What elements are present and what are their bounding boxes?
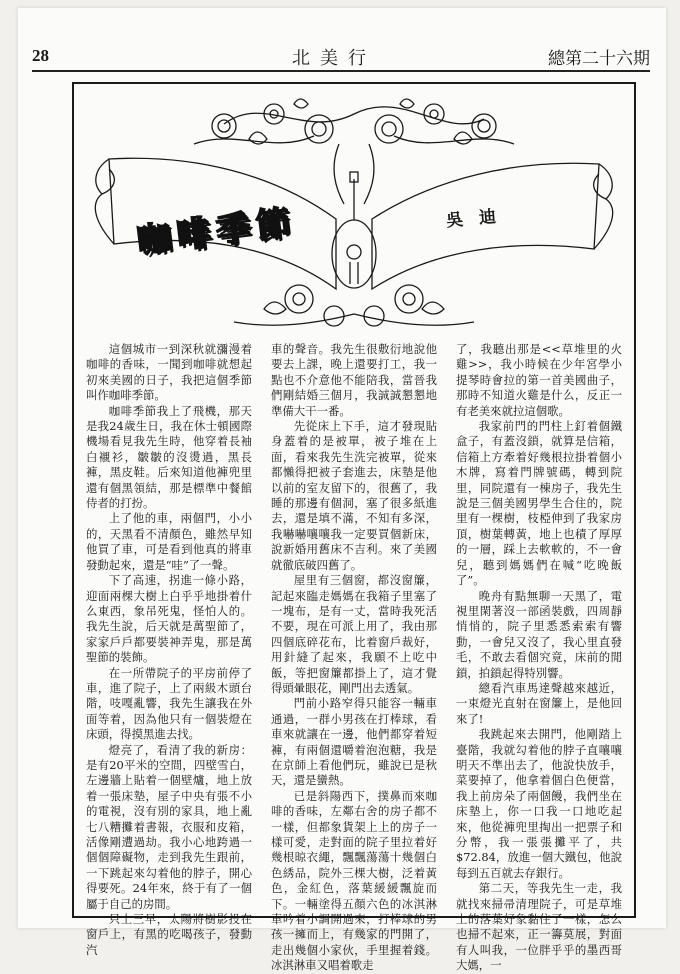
paragraph: 只上三早，太陽將樹影投在窗戶上，有黑的吃喝孩子，發動汽 [86, 912, 252, 957]
paragraph: 我跳起來去開門，他剛踏上臺階，我就勾着他的脖子直嚷嚷明天不準出去了，他說快放手，菜要掉了，他拿着個白色便當，我上前房朵了兩個饅，我們坐在床墊上，你一口我一口地吃起來，他從褲兜里掏出一把票子和分幣，我一張張攤平了，共$72.84，放進一個大鐵包，他說每到五百就去存銀行。 [456, 727, 622, 880]
paragraph: 燈亮了，看清了我的新房：是有20平米的空間，四壁雪白，左邊牆上貼着一個壁爐，地上放着一張床墊，屋子中央有張不小的電視，沒有別的家具，地上亂七八糟攤着書報，衣服和皮箱，活像剛遭過劫。我小心地跨過一個個障礙物，走到我先生跟前，一下跳起來勾着他的脖子，開心得要死。24年來，終于有了一個屬于自己的房間。 [86, 742, 252, 911]
floral-banner-illustration [74, 84, 634, 334]
paragraph: 這個城市一到深秋就瀰漫着咖啡的香味，一聞到咖啡就想起初來美國的日子，我把這個季節叫作咖啡季節。 [86, 342, 252, 403]
paragraph: 屋里有三個窗，都沒窗簾，記起來臨走媽媽在我箱子里塞了一塊布，是有一丈，當時我死活不要，現在可派上用了，我由那四個底碎花布，比着窗戶裁好，用針縫了起來，我願不上吃中飯，等把窗簾都掛上了，這才覺得頭暈眼花，剛門出去透氣。 [271, 573, 437, 695]
article-author: 吳 迪 [445, 206, 502, 232]
magazine-page [18, 8, 666, 973]
paragraph: 已是斜陽西下，撲鼻而來咖啡的香味，左鄰右舍的房子都不一樣，但都象貨架上上的房子一樣可愛，走對面的院子里拉着好幾根晾衣繩，飄飄蕩蕩十幾個白色綉品，院外三棵大樹，泛着黃色，金紅色，落葉緩緩飄旋而下。一輛塗得五顏六色的冰淇淋車吟着小調開過來，打棒球的男孩一擁而上，有幾家的門開了，走出幾個小家伙，手里握着錢。冰淇淋車又唱着歌走 [271, 788, 437, 973]
article-frame [72, 82, 636, 973]
paragraph: 了，我聽出那是<<草堆里的火雞>>，我小時候在少年宮學小提琴時會拉的第一首美國曲子，那時不知道火雞是什么，反正一有老美來就拉這個歌。 [456, 342, 622, 418]
article-column-1 [86, 342, 252, 957]
article-title: 咖啡季節 [134, 202, 299, 262]
header-divider [32, 70, 650, 72]
paragraph: 上了他的車，兩個門，小小的，天黑看不清顏色，雖然早知他買了車，可是看到他真的將車發動起來，還是“哇”了一聲。 [86, 511, 252, 572]
paragraph: 下了高速，拐進一條小路，迎面兩棵大樹上白乎乎地掛着什么東西，象吊死鬼，怪怕人的。我先生說，后天就是萬聖節了，家家戶戶都要裝神弄鬼，那是萬聖節的裝飾。 [86, 573, 252, 665]
paragraph: 總看汽車馬達聲越來越近，一束燈光直射在窗簾上，是他回來了! [456, 680, 622, 726]
paragraph: 我家前門的門柱上釘着個鐵盒子，有蓋沒鎖，就算是信箱，信箱上方牽着好幾根拉掛着個小木牌，寫着門牌號碼，轉到院里，同院還有一棟房子，我先生說是三個美國男學生合住的，院里有一棵樹，枝椏伸到了我家房頂，樹葉轉黃，地上也積了厚厚的一層，踩上去軟軟的，不一會兒，聽到媽媽們在喊“吃晚飯了”。 [456, 419, 622, 588]
paragraph: 車的聲音。我先生很敷衍地說他要去上課，晚上還要打工，我一點也不介意他不能陪我，當晉我們剛結婚三個月，我誠誠懇懇地準備大干一番。 [271, 342, 437, 418]
article-column-2 [271, 342, 437, 973]
paragraph: 晚舟有點無聊一天黑了，電視里閑著沒一部函裝戲，四周靜悄悄的，院子里悉悉索索有響動，一會兒又沒了，我心里直發毛，不敢去看個究竟，床前的閒鎖，拍鎖起得特別響。 [456, 588, 622, 680]
magazine-title: 北美行 [292, 48, 376, 69]
page-number: 28 [32, 46, 49, 65]
issue-label: 總第二十六期 [548, 49, 650, 69]
paragraph: 咖啡季節我上了飛機，那天是我24歲生日，我在休士頓國際機場看見我先生時，他穿着長袖白襯衫，皺皺的沒燙過，黑長褲，黑皮鞋。后來知道他褲兜里還有個黑領結，那是標準中餐館侍者的打扮。 [86, 403, 252, 511]
paragraph: 在一所帶院子的平房前停了車，進了院子，上了兩級木頭台階，吱嘎亂響，我先生讓我在外面等着，因為他只有一個裝燈在床頭，得摸黑進去找。 [86, 665, 252, 742]
article-column-3 [456, 342, 622, 973]
article-body [86, 342, 622, 973]
paragraph: 門前小路窄得只能容一輛車通過，一群小男孩在打棒球，看車來就讓在一邊，他們都穿着短褲，有兩個還嚼着泡泡糖，我是在京師上看他們玩，雖說已是秋天，還是蠻熱。 [271, 696, 437, 788]
paragraph: 第二天，等我先生一走，我就找來掃帚清理院子，可是草堆上的落葉好象黏住了一樣，怎么也掃不起來，正一籌莫展，對面有人叫我，一位胖乎乎的墨西哥大媽，一 [456, 881, 622, 973]
paragraph: 先從床上下手，這才發現貼身蓋着的是被單，被子堆在上面，看來我先生洗完被單，從來都懶得把被子套進去，床墊是他以前的室友留下的，很舊了，我睡的那邊有個洞，塞了很多紙進去，還是填不滿，不知有多深，我嚇嚇嚷嚷我一定要買個新床，說新婚用舊床不吉利。來了美國就徹底破四舊了。 [271, 419, 437, 572]
page-header [32, 44, 650, 68]
